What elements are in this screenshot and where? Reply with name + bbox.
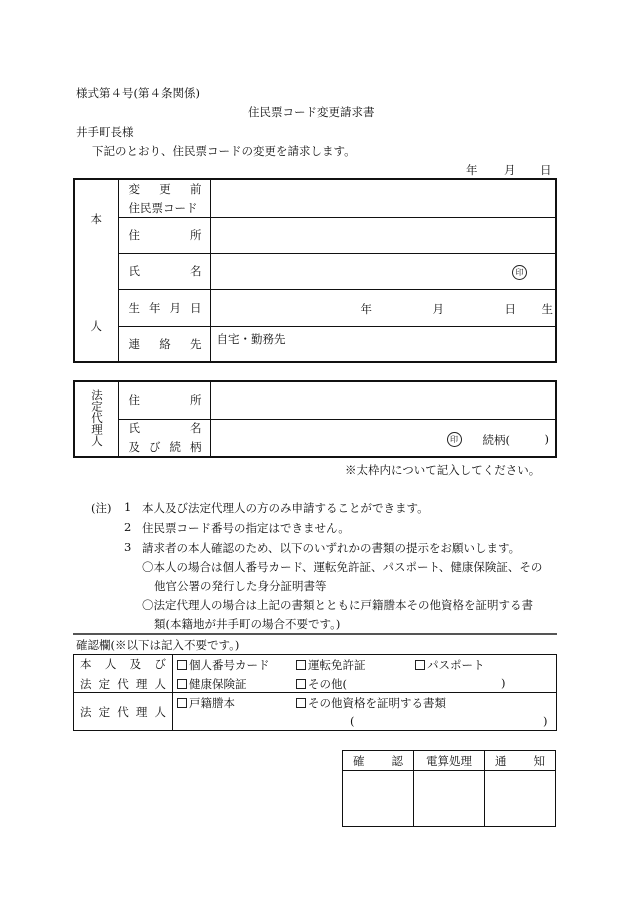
date-day-label: 日 — [540, 163, 552, 177]
office-cell-notify — [485, 771, 556, 827]
note-2-text: 住民票コード番号の指定はできません。 — [142, 521, 350, 535]
note-3-sub-2-line-1: 〇法定代理人の場合は上記の書類とともに戸籍謄本その他資格を証明する書 — [142, 598, 533, 612]
confirm-row2-label: 法 定 代 理 人 — [74, 693, 173, 731]
agent-name-field[interactable] — [210, 419, 556, 457]
agent-seal-icon: 印 — [447, 432, 462, 447]
checkbox-icon — [415, 660, 425, 670]
agent-name-label: 氏 名 及 び 続 柄 — [118, 419, 210, 457]
note-1-text: 本人及び法定代理人の方のみ申請することができます。 — [142, 501, 429, 515]
office-header-computer: 電算処理 — [414, 751, 485, 771]
prev-code-label: 変 更 前 住民票コード — [118, 179, 210, 217]
note-3-sub-1-line-1: 〇本人の場合は個人番号カード、運転免許証、パスポート、健康保険証、その — [142, 560, 543, 574]
name-label: 氏 名 — [118, 253, 210, 289]
agent-address-field[interactable] — [210, 381, 556, 419]
checkbox-drivers-license[interactable]: 運転免許証 — [296, 657, 366, 673]
confirm-row2-items — [173, 693, 557, 731]
notes-prefix: (注) — [91, 501, 112, 515]
checkbox-passport[interactable]: パスポート — [415, 657, 485, 673]
checkbox-icon — [177, 660, 187, 670]
checkbox-icon — [296, 698, 306, 708]
contact-label: 連 絡 先 — [118, 326, 210, 362]
checkbox-other[interactable]: その他( — [296, 676, 347, 692]
form-number: 様式第４号(第４条関係) — [76, 86, 200, 100]
confirm-divider — [73, 633, 557, 635]
principal-side-cell — [74, 179, 118, 362]
confirm-row1-items — [173, 655, 557, 693]
qualification-close-paren: ) — [543, 714, 548, 728]
birth-date-field[interactable] — [210, 289, 556, 326]
prev-code-field[interactable] — [210, 179, 556, 217]
other-close-paren: ) — [501, 676, 506, 690]
checkbox-family-register[interactable]: 戸籍謄本 — [177, 695, 235, 711]
office-cell-confirm — [343, 771, 414, 827]
birth-date-label: 生 年 月 日 — [118, 289, 210, 326]
note-3-text: 請求者の本人確認のため、以下のいずれかの書類の提示をお願いします。 — [142, 541, 521, 555]
relation-close-label: ) — [544, 431, 549, 446]
note-3-sub-1-line-2: 他官公署の発行した身分証明書等 — [154, 579, 327, 593]
contact-field[interactable] — [210, 326, 556, 362]
qualification-open-paren: ( — [350, 714, 355, 728]
checkbox-icon — [296, 679, 306, 689]
birth-born-label: 生 — [541, 301, 553, 316]
note-2-num: 2 — [124, 520, 132, 534]
checkbox-icon — [296, 660, 306, 670]
checkbox-icon — [177, 679, 187, 689]
address-label: 住 所 — [118, 217, 210, 253]
date-month-label: 月 — [504, 163, 516, 177]
note-1-num: 1 — [124, 500, 132, 514]
contact-hint: 自宅・勤務先 — [216, 331, 286, 346]
birth-month-label: 月 — [432, 301, 444, 316]
note-3-sub-2-line-2: 類(本籍地が井手町の場合不要です。) — [154, 617, 341, 631]
document-title: 住民票コード変更請求書 — [248, 105, 375, 119]
agent-side-label: 法定代理人 — [90, 388, 104, 447]
confirm-row1-label: 本 人 及 び 法 定 代 理 人 — [74, 655, 173, 693]
note-3-num: 3 — [124, 540, 132, 554]
office-header-confirm: 確 認 — [343, 751, 414, 771]
address-field[interactable] — [210, 217, 556, 253]
checkbox-icon — [177, 698, 187, 708]
agent-address-label: 住 所 — [118, 381, 210, 419]
intro-text: 下記のとおり、住民票コードの変更を請求します。 — [92, 144, 356, 158]
checkbox-health-insurance[interactable]: 健康保険証 — [177, 676, 247, 692]
principal-table — [73, 178, 557, 363]
frame-note: ※太枠内について記入してください。 — [345, 463, 541, 477]
agent-table — [73, 380, 557, 458]
name-field[interactable] — [210, 253, 556, 289]
principal-side-label-top: 本 — [90, 212, 102, 226]
confirm-table — [73, 654, 557, 731]
office-use-table — [342, 750, 556, 827]
principal-side-label-bottom: 人 — [90, 319, 102, 333]
date-year-label: 年 — [466, 163, 478, 177]
confirm-title: 確認欄(※以下は記入不要です。) — [76, 638, 240, 652]
birth-day-label: 日 — [504, 301, 516, 316]
checkbox-my-number-card[interactable]: 個人番号カード — [177, 657, 270, 673]
addressee: 井手町長様 — [76, 125, 134, 139]
relation-open-label: 続柄( — [482, 432, 510, 447]
birth-year-label: 年 — [360, 301, 372, 316]
agent-side-cell — [74, 381, 118, 457]
seal-icon: 印 — [512, 265, 527, 280]
office-cell-computer — [414, 771, 485, 827]
office-header-notify: 通 知 — [485, 751, 556, 771]
checkbox-other-qualification[interactable]: その他資格を証明する書類 — [296, 695, 446, 711]
